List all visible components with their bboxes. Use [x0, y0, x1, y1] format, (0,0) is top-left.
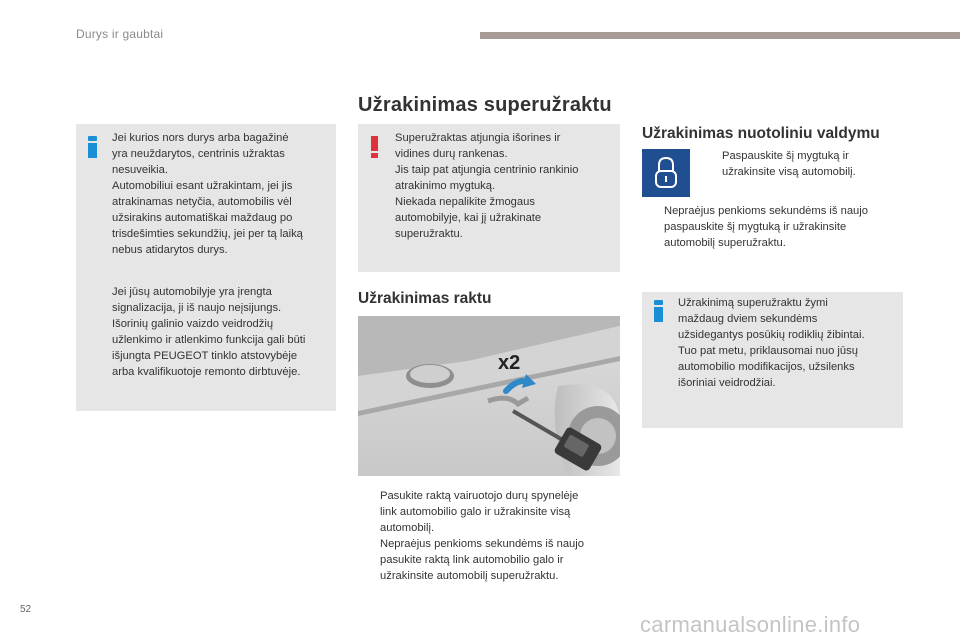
remote-bullet-2: Nepraėjus penkioms sekundėms iš naujo paspauskite šį mygtuką ir užrakinsite automobilį superužraktu.: [664, 205, 868, 249]
info-left-paragraph-2: Jei jūsų automobilyje yra įrengta signalizacija, ji iš naujo neįsijungs. Išorinių galinio vaizdo veidrodžių užlenkimo ir atlenkimo funkcija gali būti išjungta PEUGEOT tinklo atstovybėje arba kvalifikuotoje remonto dirbtuvėje.: [112, 286, 306, 378]
car-door-svg: [358, 316, 620, 476]
section-header: Durys ir gaubtai: [76, 27, 164, 41]
warning-text: Superužraktas atjungia išorines ir vidines durų rankenas. Jis taip pat atjungia centrinio rankinio atrakinimo mygtuką. Niekada nepalikite žmogaus automobilyje, kai jį užrakinate superužraktu.: [395, 132, 579, 240]
car-door-key-illustration: [358, 316, 620, 476]
key-bullet-2: Nepraėjus penkioms sekundėms iš naujo pasukite raktą link automobilio galo ir užrakinsite automobilį superužraktu.: [380, 538, 584, 582]
page-number: 52: [20, 604, 32, 615]
key-instructions: [358, 488, 620, 584]
lock-icon: [642, 149, 690, 197]
info-right-text: Užrakinimą superužraktu žymi maždaug dviem sekundėms užsidegantys posūkių rodiklių žibintai. Tuo pat metu, priklausomai nuo jūsų automobilio modifikacijos, užsilenks išoriniai veidrodžiai.: [678, 297, 865, 389]
key-bullet-1: Pasukite raktą vairuotojo durų spynelėje link automobilio galo ir užrakinsite visą automobilį.: [380, 490, 579, 534]
info-left-paragraph-1: Jei kurios nors durys arba bagažinė yra neuždarytos, centrinis užraktas nesuveikia. Automobiliui esant užrakintam, jei jis atrakinamas netyčia, automobilis vėl užsirakins automatiškai maždaug po trisdešimties sekundžių, jei per tą laiką nebus atidarytos durys.: [112, 132, 303, 256]
info-icon: [88, 136, 97, 158]
header-bar: [480, 32, 960, 39]
watermark: carmanualsonline.info: [640, 612, 861, 637]
page-title: Užrakinimas superužraktu: [358, 94, 612, 116]
info-box-left: [76, 124, 336, 411]
info-box-right: [642, 292, 903, 428]
lock-button-illustration: [642, 149, 690, 197]
info-icon: [654, 300, 663, 322]
repeat-count-label: x2: [498, 352, 521, 374]
remote-section-title: Užrakinimas nuotoliniu valdymu: [642, 125, 880, 142]
warning-icon: [370, 136, 380, 158]
remote-bullet-1: Paspauskite šį mygtuką ir užrakinsite visą automobilį.: [722, 150, 856, 178]
key-section-title: Užrakinimas raktu: [358, 290, 492, 307]
warning-box: [358, 124, 620, 272]
